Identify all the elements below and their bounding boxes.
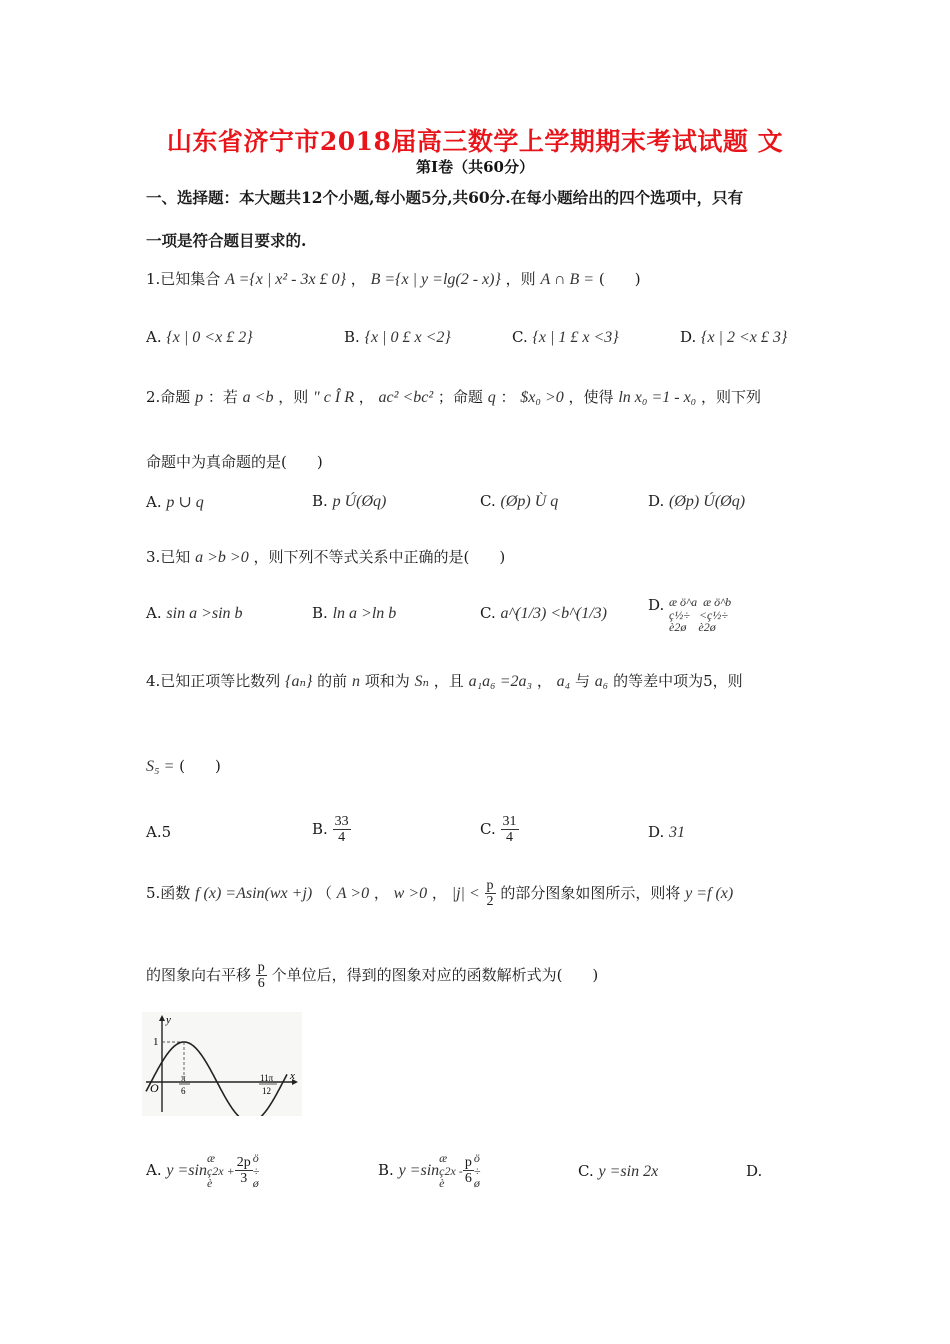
q2-p: p <box>195 389 204 406</box>
q5-option-b-value: æ ç2x - è <box>439 1151 463 1191</box>
q5-t3: ， <box>373 883 389 902</box>
q5-option-a-num: 2p <box>236 1155 251 1170</box>
q5-option-a-post: ö ÷ ø <box>252 1151 260 1191</box>
q4-option-a-value: 5 <box>161 823 172 841</box>
q4-t1: 4.已知正项等比数列 <box>146 672 281 690</box>
q5-shift-fraction <box>256 960 267 992</box>
q4-line2 <box>146 755 221 776</box>
graph-tick2-den: 12 <box>262 1086 271 1096</box>
q2-ineq: ac² <bc² <box>378 389 434 406</box>
q2-cond: a <b <box>242 389 274 406</box>
q1-text-b: ，则 <box>505 270 536 288</box>
q2-t8: ，则下列 <box>701 388 762 406</box>
q5-c3-num: p <box>486 878 494 893</box>
q4-option-d[interactable] <box>648 823 685 842</box>
q3-option-b-label: B. <box>312 604 328 622</box>
q5-option-c[interactable] <box>578 1162 658 1181</box>
q5-l2b: 个单位后，得到的图象对应的函数解析式为( ) <box>271 965 599 984</box>
q4-option-b-den: 4 <box>338 830 346 846</box>
q1-option-a-value: {x | 0 <x £ 2} <box>166 329 253 346</box>
q3-option-b[interactable] <box>312 604 396 623</box>
graph-origin-label: O <box>150 1081 159 1095</box>
q3-cond: a >b >0 <box>195 549 249 566</box>
question-1 <box>146 268 641 289</box>
q2-option-d-value: (Øp) Ú(Øq) <box>669 493 746 510</box>
q2-t4: ， <box>358 388 374 406</box>
q1-option-a-label: A. <box>146 328 162 346</box>
q2-line2: 命题中为真命题的是( ) <box>146 453 323 471</box>
q4-t5: ， <box>536 672 552 690</box>
q3-option-b-value: ln a >ln b <box>332 605 397 622</box>
q4-option-c-num: 31 <box>502 814 517 829</box>
q3-option-a-label: A. <box>146 604 162 622</box>
q5-c3-den: 2 <box>486 894 494 910</box>
q4-option-d-label: D. <box>648 823 665 841</box>
q2-option-c-label: C. <box>480 492 496 510</box>
q2-t6: ： <box>500 388 516 406</box>
question-3 <box>146 546 505 567</box>
q1-expr: A ∩ B = <box>540 271 595 288</box>
q2-t3: ，则 <box>278 388 309 406</box>
q4-option-b-label: B. <box>312 819 328 838</box>
q1-option-a[interactable] <box>146 328 253 347</box>
q4-option-b[interactable] <box>312 814 351 846</box>
q3-option-a[interactable] <box>146 604 243 623</box>
q4-sn: Sₙ <box>414 673 430 690</box>
q4-eq1: a₁a₆ =2a₃ <box>468 673 533 690</box>
q5-option-a-pre: y =sin <box>166 1161 207 1179</box>
q5-shift-num: p <box>257 960 265 975</box>
q5-option-b-post: ö ÷ ø <box>473 1151 481 1191</box>
q4-option-b-fraction <box>333 814 351 846</box>
q2-option-b[interactable] <box>312 492 386 511</box>
q5-l2a: 的图象向右平移 <box>146 965 252 984</box>
q1-option-b-label: B. <box>344 328 360 346</box>
q4-option-c-fraction <box>501 814 519 846</box>
q2-option-a[interactable] <box>146 492 204 512</box>
q4-option-c[interactable] <box>480 814 519 846</box>
q4-s5: S₅ = <box>146 758 175 775</box>
q2-eq: ln x₀ =1 - x₀ <box>618 389 697 406</box>
q2-option-a-value: p ∪ q <box>166 494 204 511</box>
graph-x-label: x <box>290 1070 295 1082</box>
q4-paren: ( ) <box>179 757 221 775</box>
q4-t2: 的前 <box>317 672 348 690</box>
q5-option-b[interactable] <box>378 1152 480 1190</box>
q5-option-d[interactable] <box>746 1162 762 1181</box>
q3-option-d-value: æ ö^a æ ö^b ç½÷ <ç½÷ è2ø è2ø <box>669 595 732 635</box>
q1-option-c-label: C. <box>512 328 528 346</box>
q4-option-a-label: A. <box>146 823 162 841</box>
q3-t1: 3.已知 <box>146 548 191 566</box>
q2-t5: ；命题 <box>437 388 483 406</box>
q4-option-c-label: C. <box>480 819 496 838</box>
page-title: 山东省济宁市2018届高三数学上学期期末考试试题 文 <box>166 127 784 156</box>
q5-fx: f (x) =Asin(wx +j) <box>195 884 313 902</box>
q1-sep: ， <box>350 270 366 288</box>
q5-graph <box>142 1012 302 1116</box>
q4-option-b-num: 33 <box>334 814 349 829</box>
q3-option-d[interactable] <box>648 596 731 634</box>
q4-t7: 的等差中项为5，则 <box>613 672 743 690</box>
q1-option-c-value: {x | 1 £ x <3} <box>532 329 619 346</box>
q2-option-a-label: A. <box>146 493 162 511</box>
q1-set-a: A ={x | x² - 3x £ 0} <box>225 271 346 288</box>
q4-option-d-value: 31 <box>669 824 686 841</box>
graph-tick2-num: 11π <box>260 1073 274 1083</box>
q2-exists: $x₀ >0 <box>520 389 564 406</box>
q5-option-a-den: 3 <box>240 1171 248 1187</box>
q4-t4: ，且 <box>433 672 464 690</box>
q5-option-a[interactable] <box>146 1152 259 1190</box>
q4-t3: 项和为 <box>364 672 410 690</box>
q5-option-a-fraction <box>235 1155 253 1187</box>
q5-c3: |j| < <box>451 884 480 902</box>
q3-option-c[interactable] <box>480 604 607 623</box>
q1-text-a: 1.已知集合 <box>146 270 221 288</box>
q5-fx2: y =f (x) <box>685 884 734 902</box>
graph-background <box>142 1012 302 1116</box>
q5-option-b-pre: y =sin <box>398 1161 440 1179</box>
question-4 <box>146 670 743 691</box>
q2-option-d[interactable] <box>648 492 745 511</box>
q3-option-c-value: a^(1/3) <b^(1/3) <box>500 605 607 622</box>
q2-forall: " c Î R <box>313 389 354 406</box>
q5-c2: w >0 <box>393 884 428 902</box>
q4-a6: a₆ <box>594 673 609 690</box>
q1-set-b: B ={x | y =lg(2 - x)} <box>370 271 501 288</box>
q5-t2: （ <box>317 883 333 902</box>
q5-t4: ， <box>431 883 447 902</box>
q2-q: q <box>487 389 496 406</box>
question-5 <box>146 878 733 910</box>
q3-option-d-label: D. <box>648 596 665 614</box>
q2-t7: ，使得 <box>568 388 614 406</box>
q1-option-d[interactable] <box>680 328 787 347</box>
q4-option-a[interactable] <box>146 823 171 841</box>
graph-y-label: y <box>166 1014 171 1026</box>
section-heading-line1: 一、选择题：本大题共12个小题,每小题5分,共60分.在每小题给出的四个选项中，只有 <box>146 188 744 207</box>
q1-paren: ( ) <box>598 270 641 288</box>
graph-one-label: 1 <box>153 1036 159 1048</box>
q1-option-c[interactable] <box>512 328 619 347</box>
q5-option-a-value: æ ç2x + è <box>206 1151 235 1191</box>
question-2 <box>146 386 761 407</box>
q2-t2: ：若 <box>207 388 238 406</box>
q4-a4: a₄ <box>556 673 571 690</box>
q5-c1: A >0 <box>336 884 370 902</box>
q5-option-c-value: y =sin 2x <box>598 1163 659 1180</box>
q2-option-c[interactable] <box>480 492 558 511</box>
q2-option-b-value: p Ú(Øq) <box>332 493 387 510</box>
q4-n: n <box>351 673 360 690</box>
q4-option-c-den: 4 <box>506 830 513 846</box>
q3-t2: ，则下列不等式关系中正确的是( ) <box>253 548 506 566</box>
q3-option-a-value: sin a >sin b <box>166 605 243 622</box>
q1-option-b[interactable] <box>344 328 451 347</box>
q5-line2 <box>146 960 598 992</box>
q5-option-b-fraction <box>463 1155 474 1187</box>
q5-t1: 5.函数 <box>146 883 191 902</box>
q4-t6: 与 <box>575 672 591 690</box>
q5-option-b-num: p <box>464 1155 472 1170</box>
q5-shift-den: 6 <box>257 976 265 992</box>
q5-c3-fraction <box>485 878 496 910</box>
graph-tick1-num: π <box>181 1073 186 1083</box>
page-subtitle: 第Ⅰ卷（共60分） <box>416 158 534 176</box>
q1-option-d-label: D. <box>680 328 697 346</box>
q5-option-d-label: D. <box>746 1162 763 1180</box>
graph-tick1-den: 6 <box>181 1086 186 1096</box>
section-heading-line2: 一项是符合题目要求的. <box>146 231 307 250</box>
q4-seq: {aₙ} <box>285 673 313 690</box>
q5-option-c-label: C. <box>578 1162 594 1180</box>
q2-option-c-value: (Øp) Ù q <box>500 493 559 510</box>
q3-option-c-label: C. <box>480 604 496 622</box>
q2-option-b-label: B. <box>312 492 328 510</box>
q1-option-b-value: {x | 0 £ x <2} <box>364 329 451 346</box>
q5-t5: 的部分图象如图所示，则将 <box>500 883 681 902</box>
q5-option-b-label: B. <box>378 1160 394 1179</box>
q2-t1: 2.命题 <box>146 388 191 406</box>
q2-option-d-label: D. <box>648 492 665 510</box>
q1-option-d-value: {x | 2 <x £ 3} <box>701 329 788 346</box>
q5-option-a-label: A. <box>146 1160 162 1179</box>
q5-option-b-den: 6 <box>464 1171 472 1187</box>
